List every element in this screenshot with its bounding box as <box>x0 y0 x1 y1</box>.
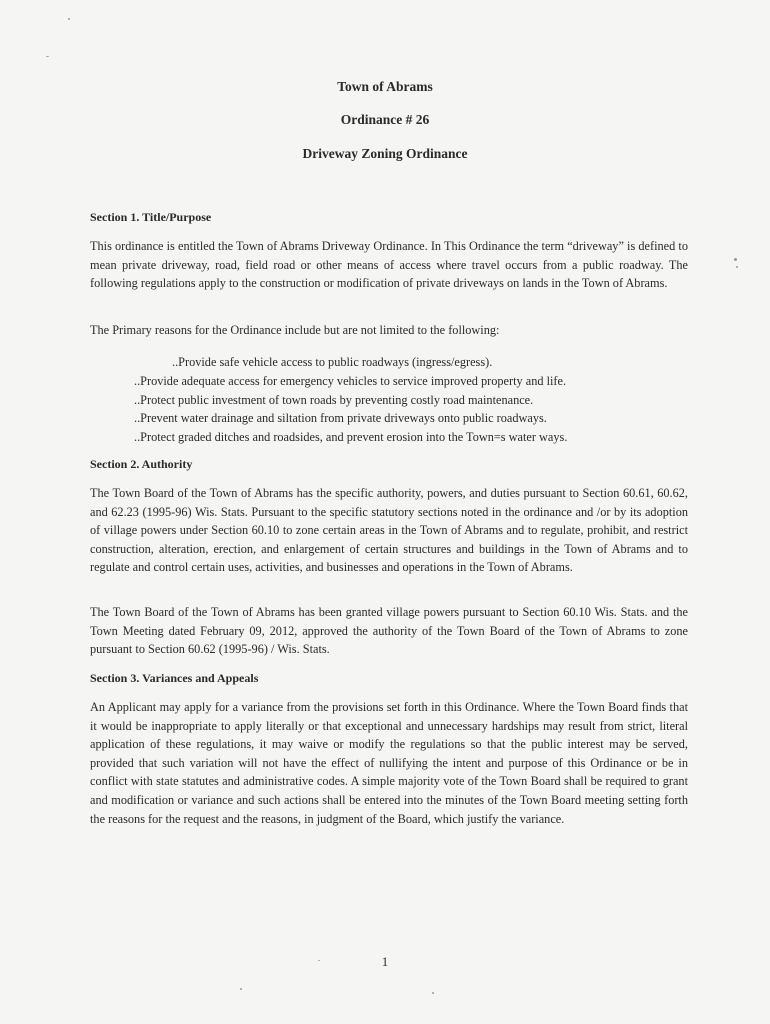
scan-speck <box>68 18 70 20</box>
purpose-list-item: ..Provide adequate access for emergency vehicles to service improved property and life. <box>134 373 567 388</box>
scan-speck <box>734 258 737 261</box>
ordinance-number: Ordinance # 26 <box>340 112 430 127</box>
section-2-heading: Section 2. Authority <box>90 457 193 471</box>
purpose-list-item: ..Protect graded ditches and roadsides, and prevent erosion into the Town=s water ways. <box>134 430 568 445</box>
scan-speck <box>240 988 242 990</box>
page-number: 1 <box>381 954 389 969</box>
town-title: Town of Abrams <box>337 79 433 94</box>
section-1-heading: Section 1. Title/Purpose <box>90 210 212 224</box>
section-1-paragraph-2: The Primary reasons for the Ordinance include but are not limited to the following: <box>90 323 500 337</box>
scan-speck <box>432 992 434 994</box>
purpose-list <box>134 353 634 447</box>
section-2-paragraph-2: The Town Board of the Town of Abrams has been granted village powers pursuant to Section 60.10 Wis. Stats. and the Town Meeting dated February 09, 2012, approved the authority of the Town Board of the Town of Abrams to zone pursuant to Section 60.62 (1995-96) / Wis. Stats. <box>90 605 688 657</box>
scan-speck <box>736 266 738 268</box>
section-2-paragraph-1: The Town Board of the Town of Abrams has the specific authority, powers, and duties pursuant to Section 60.61, 60.62, and 62.23 (1995-96) Wis. Stats. Pursuant to the specific statutory sections noted in the ordinance and /or by its adoption of village powers under Section 60.10 to zone certain areas in the Town of Abrams and to regulate, prohibit, and restrict construction, alteration, erection, and enlargement of certain structures and buildings in the Town of Abrams and to regulate and control certain uses, activities, and businesses and operations in the Town of Abrams. <box>90 486 688 575</box>
purpose-list-item: ..Provide safe vehicle access to public roadways (ingress/egress). <box>172 355 493 369</box>
purpose-list-item: ..Prevent water drainage and siltation from private driveways onto public roadways. <box>134 411 547 426</box>
scan-speck <box>318 960 320 961</box>
section-3-heading: Section 3. Variances and Appeals <box>90 671 259 685</box>
section-3-paragraph-1: An Applicant may apply for a variance from the provisions set forth in this Ordinance. Where the Town Board finds that it would be inappropriate to apply literally or that exceptional and unnecessary hardships may result from strict, literal application of these regulations, it may waive or modify the regulations so that the public interest may be served, provided that such variation will not have the effect of nullifying the intent and purpose of this Ordinance or be in conflict with state statutes and administrative codes. A simple majority vote of the Town Board shall be required to grant and modification or variance and such actions shall be entered into the minutes of the Town Board meeting setting forth the reasons for the request and the reasons, in judgment of the Board, which justify the variance. <box>90 700 688 826</box>
purpose-list-item: ..Protect public investment of town roads by preventing costly road maintenance. <box>134 392 534 407</box>
scan-speck <box>46 56 49 57</box>
section-1-paragraph-1: This ordinance is entitled the Town of Abrams Driveway Ordinance. In This Ordinance the term “driveway” is defined to mean private driveway, road, field road or other means of access where travel occurs from a public roadway. The following regulations apply to the construction or modification of private driveways on lands in the Town of Abrams. <box>90 239 688 291</box>
ordinance-name: Driveway Zoning Ordinance <box>302 146 468 161</box>
